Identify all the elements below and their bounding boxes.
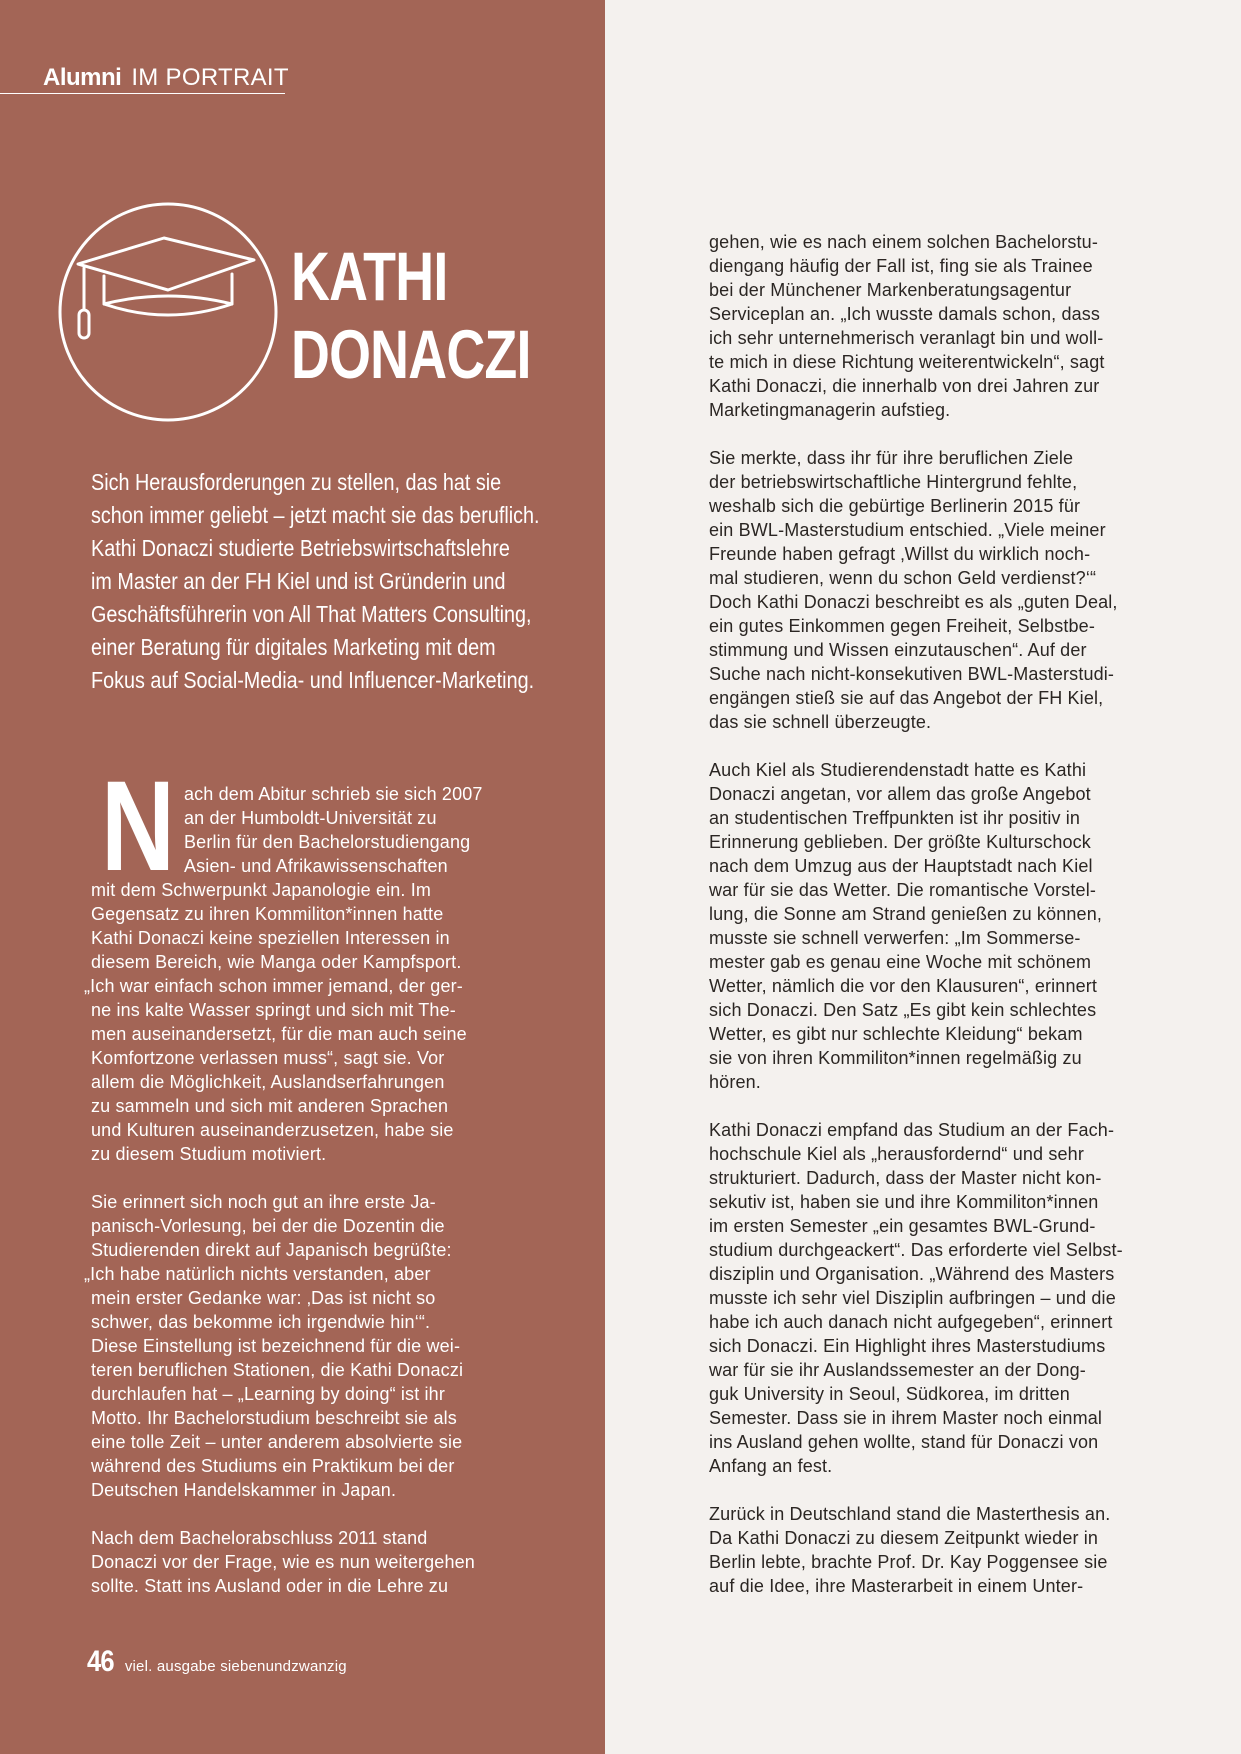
body-line: Doch Kathi Donaczi beschreibt es als „guten Deal, bbox=[709, 592, 1118, 612]
body-line: Erinnerung geblieben. Der größte Kulturschock bbox=[709, 832, 1091, 852]
body-line: Donaczi angetan, vor allem das große Angebot bbox=[709, 784, 1091, 804]
intro-line: Fokus auf Social-Media- und Influencer-Marketing. bbox=[91, 667, 535, 693]
body-line: durchlaufen hat – „Learning by doing“ ist ihr bbox=[91, 1384, 445, 1404]
body-line: nach dem Umzug aus der Hauptstadt nach Kiel bbox=[709, 856, 1093, 876]
body-line: ach dem Abitur schrieb sie sich 2007 bbox=[184, 784, 483, 804]
body-line: zu diesem Studium motiviert. bbox=[91, 1144, 327, 1164]
body-line: ins Ausland gehen wollte, stand für Donaczi von bbox=[709, 1432, 1099, 1452]
body-line: Motto. Ihr Bachelorstudium beschreibt sie als bbox=[91, 1408, 457, 1428]
body-line: und Kulturen auseinanderzusetzen, habe sie bbox=[91, 1120, 454, 1140]
body-line: sich Donaczi. Ein Highlight ihres Masterstudiums bbox=[709, 1336, 1106, 1356]
body-line: strukturiert. Dadurch, dass der Master nicht kon- bbox=[709, 1168, 1102, 1188]
body-line: Berlin lebte, brachte Prof. Dr. Kay Poggensee sie bbox=[709, 1552, 1108, 1572]
body-line: Zurück in Deutschland stand die Masterthesis an. bbox=[709, 1504, 1111, 1524]
body-line: während des Studiums ein Praktikum bei der bbox=[91, 1456, 455, 1476]
body-line: ein gutes Einkommen gegen Freiheit, Selbstbe- bbox=[709, 616, 1095, 636]
body-line: musste sie schnell verwerfen: „Im Sommerse- bbox=[709, 928, 1081, 948]
intro-line: Kathi Donaczi studierte Betriebswirtschaftslehre bbox=[91, 535, 510, 561]
body-line: weshalb sich die gebürtige Berlinerin 2015 für bbox=[709, 496, 1081, 516]
body-line: „Ich habe natürlich nichts verstanden, aber bbox=[84, 1264, 431, 1284]
body-line: Wetter, nämlich die vor den Klausuren“, erinnert bbox=[709, 976, 1098, 996]
body-line: hochschule Kiel als „herausfordernd“ und sehr bbox=[709, 1144, 1084, 1164]
body-line: an der Humboldt-Universität zu bbox=[184, 808, 437, 828]
body-line: bei der Münchener Markenberatungsagentur bbox=[709, 280, 1072, 300]
body-line: Semester. Dass sie in ihrem Master noch einmal bbox=[709, 1408, 1103, 1428]
body-line: teren beruflichen Stationen, die Kathi Donaczi bbox=[91, 1360, 464, 1380]
body-line: Nach dem Bachelorabschluss 2011 stand bbox=[91, 1528, 428, 1548]
body-line: sollte. Statt ins Ausland oder in die Lehre zu bbox=[91, 1576, 449, 1596]
body-line: gehen, wie es nach einem solchen Bachelorstu- bbox=[709, 232, 1098, 252]
body-line: Serviceplan an. „Ich wusste damals schon, dass bbox=[709, 304, 1101, 324]
portrait-name bbox=[291, 238, 531, 394]
body-line: Diese Einstellung ist bezeichnend für die wei- bbox=[91, 1336, 461, 1356]
body-line: Marketingmanagerin aufstieg. bbox=[709, 400, 951, 420]
body-line: lung, die Sonne am Strand genießen zu können, bbox=[709, 904, 1103, 924]
section-label-portrait: IM PORTRAIT bbox=[131, 64, 289, 91]
body-line: mal studieren, wenn du schon Geld verdienst?‘“ bbox=[709, 568, 1097, 588]
body-line: Sie merkte, dass ihr für ihre beruflichen Ziele bbox=[709, 448, 1074, 468]
drop-cap: N bbox=[101, 755, 175, 898]
body-line: war für sie ihr Auslandssemester an der Dong- bbox=[709, 1360, 1086, 1380]
name-line-first: KATHI bbox=[291, 238, 448, 315]
header-rule bbox=[0, 93, 285, 94]
body-line: mein erster Gedanke war: ‚Das ist nicht so bbox=[91, 1288, 436, 1308]
body-line: ein BWL-Masterstudium entschied. „Viele meiner bbox=[709, 520, 1106, 540]
right-body-column bbox=[709, 230, 1123, 1598]
body-line: guk University in Seoul, Südkorea, im dritten bbox=[709, 1384, 1070, 1404]
body-line: eine tolle Zeit – unter anderem absolvierte sie bbox=[91, 1432, 463, 1452]
body-line: sie von ihren Kommiliton*innen regelmäßig zu bbox=[709, 1048, 1082, 1068]
body-line: Da Kathi Donaczi zu diesem Zeitpunkt wieder in bbox=[709, 1528, 1099, 1548]
intro-line: schon immer geliebt – jetzt macht sie das beruflich. bbox=[91, 502, 540, 528]
body-line: Anfang an fest. bbox=[709, 1456, 833, 1476]
section-header bbox=[43, 64, 289, 92]
body-line: Kathi Donaczi empfand das Studium an der Fach- bbox=[709, 1120, 1115, 1140]
issue-label: viel. ausgabe siebenundzwanzig bbox=[124, 1658, 347, 1675]
body-line: im ersten Semester „ein gesamtes BWL-Grund- bbox=[709, 1216, 1096, 1236]
body-line: Berlin für den Bachelorstudiengang bbox=[184, 832, 471, 852]
body-line: mester gab es genau eine Woche mit schönem bbox=[709, 952, 1092, 972]
intro-line: im Master an der FH Kiel und ist Gründerin und bbox=[91, 568, 506, 594]
body-line: sich Donaczi. Den Satz „Es gibt kein schlechtes bbox=[709, 1000, 1097, 1020]
body-line: ich sehr unternehmerisch veranlagt bin und woll- bbox=[709, 328, 1104, 348]
body-line: das sie schnell überzeugte. bbox=[709, 712, 932, 732]
body-line: allem die Möglichkeit, Auslandserfahrungen bbox=[91, 1072, 445, 1092]
body-line: zu sammeln und sich mit anderen Sprachen bbox=[91, 1096, 449, 1116]
body-line: disziplin und Organisation. „Während des Masters bbox=[709, 1264, 1115, 1284]
body-line: diesem Bereich, wie Manga oder Kampfsport. bbox=[91, 952, 462, 972]
page-number: 46 bbox=[87, 1645, 114, 1678]
intro-line: Geschäftsführerin von All That Matters Consulting, bbox=[91, 601, 532, 627]
body-line: panisch-Vorlesung, bei der die Dozentin die bbox=[91, 1216, 445, 1236]
intro-line: einer Beratung für digitales Marketing mit dem bbox=[91, 634, 496, 660]
body-line: Sie erinnert sich noch gut an ihre erste Ja- bbox=[91, 1192, 436, 1212]
page-footer bbox=[87, 1645, 347, 1679]
body-line: Studierenden direkt auf Japanisch begrüßte: bbox=[91, 1240, 452, 1260]
body-line: te mich in diese Richtung weiterentwickeln“, sagt bbox=[709, 352, 1105, 372]
graduation-cap-icon bbox=[56, 200, 280, 424]
left-body-column bbox=[84, 782, 483, 1598]
body-line: Deutschen Handelskammer in Japan. bbox=[91, 1480, 397, 1500]
name-line-last: DONACZI bbox=[291, 316, 531, 393]
body-line: Kathi Donaczi, die innerhalb von drei Jahren zur bbox=[709, 376, 1100, 396]
body-line: war für sie das Wetter. Die romantische Vorstel- bbox=[709, 880, 1097, 900]
body-line: „Ich war einfach schon immer jemand, der ger- bbox=[84, 976, 463, 996]
body-line: Gegensatz zu ihren Kommiliton*innen hatte bbox=[91, 904, 444, 924]
body-line: hören. bbox=[709, 1072, 761, 1092]
body-line: sekutiv ist, haben sie und ihre Kommiliton*innen bbox=[709, 1192, 1099, 1212]
body-line: Wetter, es gibt nur schlechte Kleidung“ bekam bbox=[709, 1024, 1083, 1044]
body-line: der betriebswirtschaftliche Hintergrund fehlte, bbox=[709, 472, 1078, 492]
body-line: men auseinandersetzt, für die man auch seine bbox=[91, 1024, 467, 1044]
body-line: Freunde haben gefragt ‚Willst du wirklich noch- bbox=[709, 544, 1091, 564]
body-line: Komfortzone verlassen muss“, sagt sie. Vor bbox=[91, 1048, 445, 1068]
body-line: stimmung und Wissen einzutauschen“. Auf der bbox=[709, 640, 1087, 660]
body-line: Auch Kiel als Studierendenstadt hatte es Kathi bbox=[709, 760, 1087, 780]
body-line: Asien- und Afrikawissenschaften bbox=[184, 856, 448, 876]
body-line: musste ich sehr viel Disziplin aufbringen – und die bbox=[709, 1288, 1116, 1308]
intro-line: Sich Herausforderungen zu stellen, das hat sie bbox=[91, 469, 502, 495]
body-line: mit dem Schwerpunkt Japanologie ein. Im bbox=[91, 880, 432, 900]
body-line: Suche nach nicht-konsekutiven BWL-Masterstudi- bbox=[709, 664, 1115, 684]
body-line: Donaczi vor der Frage, wie es nun weitergehen bbox=[91, 1552, 475, 1572]
body-line: auf die Idee, ihre Masterarbeit in einem Unter- bbox=[709, 1576, 1084, 1596]
section-label-alumni: Alumni bbox=[43, 64, 122, 91]
body-line: Kathi Donaczi keine speziellen Interessen in bbox=[91, 928, 450, 948]
body-line: ne ins kalte Wasser springt und sich mit The- bbox=[91, 1000, 456, 1020]
body-line: studium durchgeackert“. Das erforderte viel Selbst- bbox=[709, 1240, 1123, 1260]
body-line: habe ich auch danach nicht aufgegeben“, erinnert bbox=[709, 1312, 1113, 1332]
intro-paragraph bbox=[91, 466, 573, 697]
body-line: engängen stieß sie auf das Angebot der FH Kiel, bbox=[709, 688, 1104, 708]
body-line: schwer, das bekomme ich irgendwie hin‘“. bbox=[91, 1312, 431, 1332]
body-line: an studentischen Treffpunkten ist ihr positiv in bbox=[709, 808, 1081, 828]
body-line: diengang häufig der Fall ist, fing sie als Trainee bbox=[709, 256, 1093, 276]
